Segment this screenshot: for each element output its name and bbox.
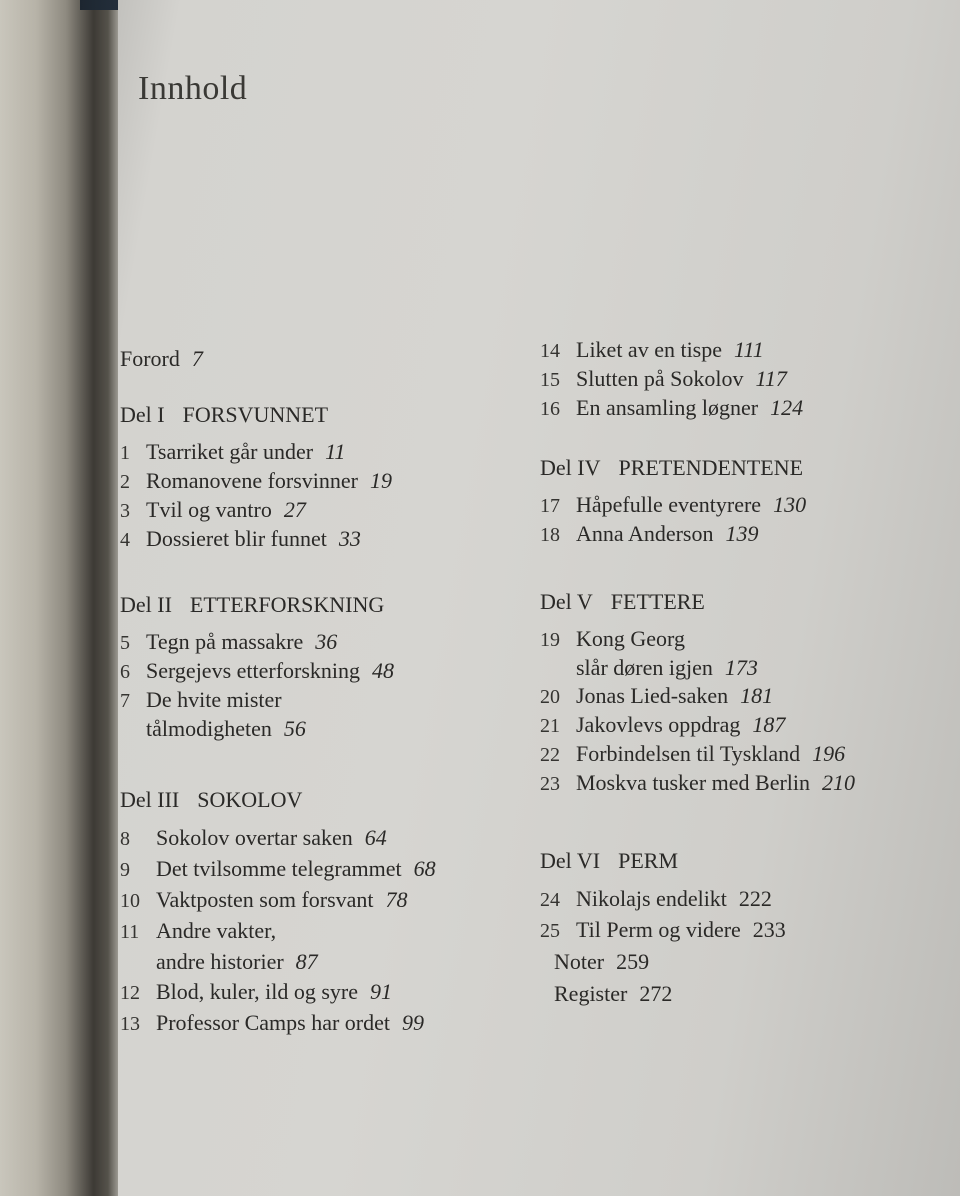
chapter-number: 17 [540,495,560,517]
chapter-title: En ansamling løgner [576,395,759,420]
chapter-page: 68 [413,856,436,881]
chapter-title: Nikolajs endelikt [576,886,727,911]
chapter-title-continuation: slår døren igjen [576,655,713,680]
toc-entry [120,686,520,715]
toc-entry [120,438,520,467]
chapter-number: 6 [120,661,130,683]
toc-entry [120,885,520,916]
chapter-title: Sokolov overtar saken [156,825,353,850]
chapter-title: Andre vakter, [156,918,277,943]
toc-entry [540,520,950,549]
chapter-title: Jonas Lied-saken [576,683,729,708]
toc-entry [540,915,950,946]
chapter-number: 4 [120,529,130,551]
toc-entry [120,657,520,686]
chapter-number: 24 [540,889,560,911]
chapter-title: Forbindelsen til Tyskland [576,741,801,766]
chapter-title: Det tvilsomme telegrammet [156,856,402,881]
toc-entry [120,628,520,657]
toc-entry [540,394,950,423]
toc-entry [540,769,950,798]
chapter-title: Tegn på massakre [146,629,304,654]
chapter-page: 196 [812,741,846,766]
chapter-title: Liket av en tispe [576,337,723,362]
chapter-page: 11 [325,439,346,464]
chapter-page: 33 [338,526,361,551]
chapter-number: 10 [120,890,140,912]
chapter-page: 124 [770,395,804,420]
part-name: SOKOLOV [197,787,303,812]
toc-entry [540,740,950,769]
toc-right-column [540,336,950,1010]
part-number: Del IV [540,455,601,480]
chapter-page: 36 [315,629,338,654]
part-name: FETTERE [610,589,705,614]
toc-entry [540,711,950,740]
chapter-title: Slutten på Sokolov [576,366,744,391]
chapter-page: 56 [283,716,306,741]
chapter-number: 15 [540,369,560,391]
toc-entry-continuation [120,947,520,977]
part-number: Del VI [540,848,601,873]
chapter-title: Dossieret blir funnet [146,526,327,551]
chapter-number: 13 [120,1013,140,1035]
book-spine [0,0,120,1196]
chapter-number: 16 [540,398,560,420]
part-heading-del-i [120,402,520,428]
part-number: Del III [120,787,180,812]
chapter-title-continuation: andre historier [156,949,284,974]
toc-entry [540,625,950,654]
chapter-number: 20 [540,686,560,708]
chapter-number: 5 [120,632,130,654]
part-number: Del V [540,589,593,614]
part-name: ETTERFORSKNING [189,592,385,617]
part-heading-del-ii [120,592,520,618]
forord-page: 7 [191,346,203,371]
chapter-title: Tsarriket går under [146,439,314,464]
toc-entry [120,916,520,947]
forord-label: Forord [120,346,180,371]
toc-entry [540,336,950,365]
chapter-number: 9 [120,859,130,881]
chapter-page: 111 [734,337,764,362]
page-title: Innhold [138,70,248,107]
chapter-number: 2 [120,471,130,493]
chapter-number: 3 [120,500,130,522]
toc-entry [120,525,520,554]
chapter-title: Romanovene forsvinner [146,468,358,493]
chapter-title: Håpefulle eventyrere [576,492,762,517]
back-matter-page: 272 [639,981,673,1006]
toc-entry-continuation [120,715,520,743]
chapter-page: 91 [370,979,392,1004]
toc-entry-continuation [540,654,950,682]
chapter-page: 19 [370,468,392,493]
toc-entry [540,365,950,394]
part-number: Del I [120,402,165,427]
chapter-number: 14 [540,340,560,362]
back-matter-page: 259 [616,949,650,974]
chapter-title: Sergejevs etterforskning [146,658,361,683]
toc-entry [120,467,520,496]
chapter-number: 21 [540,715,560,737]
chapter-page: 27 [283,497,306,522]
chapter-page: 233 [752,917,786,942]
chapter-number: 11 [120,921,140,943]
toc-entry [120,854,520,885]
toc-entry [120,977,520,1008]
chapter-page: 173 [724,655,758,680]
toc-entry [120,823,520,854]
chapter-title: Kong Georg [576,626,685,651]
chapter-page: 117 [755,366,787,391]
chapter-title: Jakovlevs oppdrag [576,712,741,737]
toc-left-column [120,346,520,1039]
toc-forord [120,346,520,372]
chapter-title: Tvil og vantro [146,497,272,522]
chapter-page: 210 [822,770,856,795]
chapter-number: 12 [120,982,140,1004]
toc-entry [540,491,950,520]
chapter-number: 18 [540,524,560,546]
chapter-number: 25 [540,920,560,942]
part-name: FORSVUNNET [182,402,329,427]
part-number: Del II [120,592,172,617]
part-heading-del-iii [120,787,520,813]
toc-back-matter [554,946,950,978]
chapter-page: 78 [385,887,408,912]
chapter-number: 19 [540,629,560,651]
chapter-title: De hvite mister [146,687,282,712]
chapter-page: 87 [295,949,318,974]
chapter-title: Vaktposten som forsvant [156,887,374,912]
toc-entry [120,496,520,525]
chapter-title: Blod, kuler, ild og syre [156,979,358,1004]
toc-entry [540,682,950,711]
chapter-number: 7 [120,690,130,712]
toc-entry [540,884,950,915]
chapter-page: 64 [364,825,387,850]
part-name: PERM [618,848,679,873]
chapter-page: 99 [402,1010,425,1035]
chapter-page: 48 [372,658,395,683]
chapter-page: 139 [725,521,759,546]
toc-entry [120,1008,520,1039]
chapter-page: 187 [752,712,786,737]
part-name: PRETENDENTENE [618,455,804,480]
chapter-number: 8 [120,828,130,850]
chapter-page: 222 [738,886,772,911]
back-matter-title: Noter [554,949,605,974]
toc-back-matter [554,978,950,1010]
chapter-title: Professor Camps har ordet [156,1010,391,1035]
back-matter-title: Register [554,981,628,1006]
chapter-page: 181 [740,683,774,708]
chapter-title: Anna Anderson [576,521,714,546]
chapter-number: 1 [120,442,130,464]
chapter-number: 23 [540,773,560,795]
chapter-page: 130 [773,492,807,517]
chapter-number: 22 [540,744,560,766]
chapter-title-continuation: tålmodigheten [146,716,272,741]
part-heading-del-v [540,589,950,615]
chapter-title: Til Perm og videre [576,917,741,942]
chapter-title: Moskva tusker med Berlin [576,770,811,795]
part-heading-del-vi [540,848,950,874]
part-heading-del-iv [540,455,950,481]
